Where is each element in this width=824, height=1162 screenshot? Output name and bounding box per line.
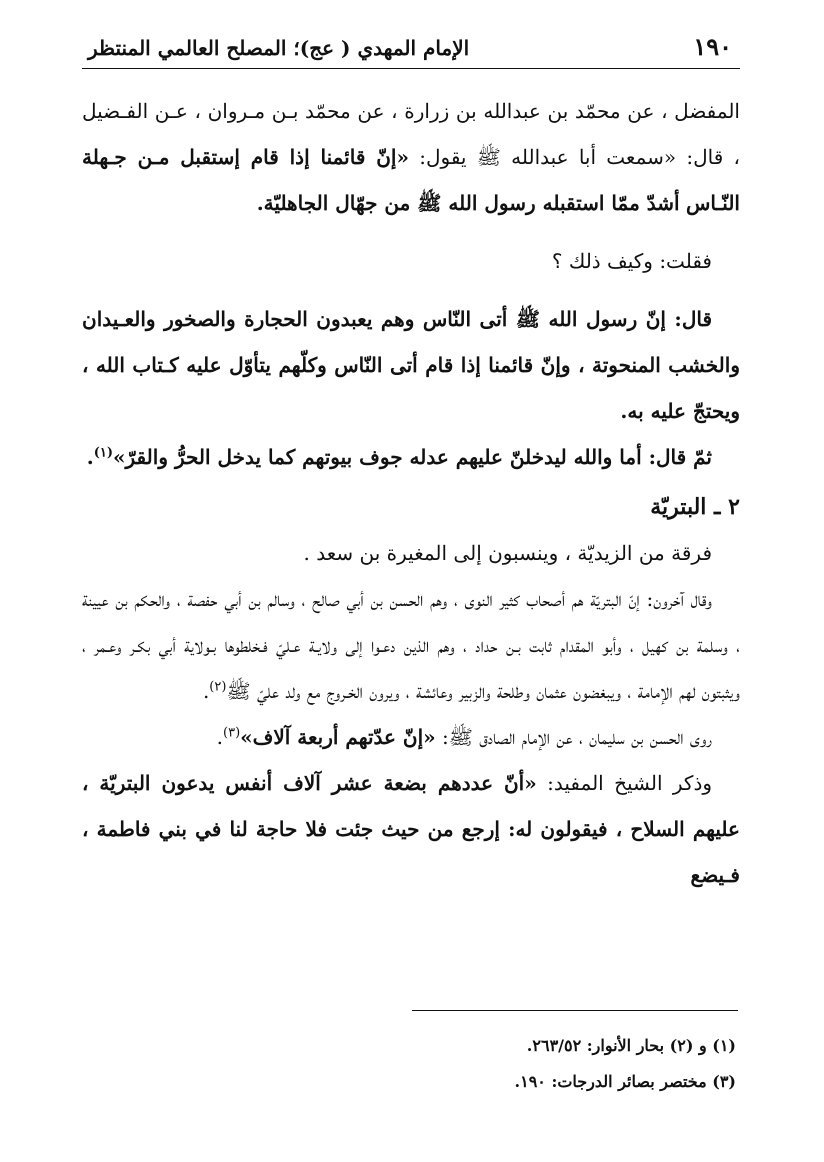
- oath-end: .: [86, 445, 94, 469]
- page-body: [82, 88, 740, 898]
- footnote-ref-3: (٣): [223, 725, 241, 741]
- spacer: [82, 284, 740, 296]
- paragraph-oath: [82, 434, 740, 480]
- narration-line-1: المفضل ، عن محمّد بن عبدالله بن زرارة ، عن محمّد بـن مـروان ، عـن الفـضيل ،: [82, 99, 740, 169]
- paragraph-definition: فرقة من الزيديّة ، وينسبون إلى المغيرة بن سعد .: [303, 541, 712, 565]
- narration-count-end: .: [216, 725, 223, 749]
- spacer: [82, 226, 740, 238]
- paragraph-narration-count: [82, 714, 740, 760]
- running-header-title: الإمام المهدي ( عج)؛ المصلح العالمي المنتظر: [88, 36, 470, 60]
- footnote-divider: [412, 1010, 738, 1011]
- oath-text: ثمّ قال: أما والله ليدخلنّ عليهم عدله جوف بيوتهم كما يدخل الحرُّ والقرّ»: [113, 445, 712, 469]
- narration-line-2-plain: قال: «سمعت أبا عبدالله ﷺ يقول:: [408, 145, 724, 169]
- section-heading: ٢ ـ البتريّة: [650, 494, 740, 520]
- running-header: [82, 28, 740, 69]
- footnote-ref-1: (١): [93, 445, 114, 461]
- page-number: ١٩٠: [693, 32, 732, 61]
- narration-count-quote: «إنّ عدّتهم أربعة آلاف»: [240, 725, 436, 749]
- footnote-2: (٣) مختصر بصائر الدرجات: ١٩٠.: [514, 1072, 736, 1091]
- footnote-ref-2: (٢): [209, 679, 227, 695]
- footnote-1: (١) و (٢) بحار الأنوار: ٢٦٣/٥٢.: [526, 1036, 736, 1055]
- paragraph-others-said: [82, 576, 740, 714]
- paragraph-question: فقلت: وكيف ذلك ؟: [551, 249, 712, 273]
- paragraph-mufid: [82, 760, 740, 898]
- mufid-quote: «أنّ عددهم بضعة عشر آلاف أنفس يدعون البتريّة ، عليهم السلاح ، فيقولون له: إرجع من حيث جئت فلا حاجة لنا في بني فاطمة ، فـيضع: [82, 771, 740, 887]
- paragraph-narration-chain: [82, 88, 740, 226]
- others-said-end: .: [202, 679, 210, 703]
- footnotes: [82, 1028, 740, 1100]
- narration-count-plain: روى الحسن بن سليمان ، عن الإمام الصادق ﷺ:: [435, 725, 712, 749]
- narration-line-2-quote: «إنّ قائمنا إذا قام إستقبل مـن جـهلة النّـاس: [82, 145, 740, 215]
- narration-line-3-quote: أشدّ ممّا استقبله رسول الله ﷺ من جهّال الجاهليّة.: [256, 191, 680, 215]
- mufid-plain: وذكر الشيخ المفيد:: [536, 771, 713, 795]
- others-said-text: وقال آخرون: إنّ البتريّة هم أصحاب كثير النوى ، وهم الحسن بن أبي صالح ، وسالم بن أبي حفصة ، والحكم بن عيينة ، وسلمة بن كهيل ، وأبو المقدام ثابت بـن حداد ، وهم الذين دعـوا إلى ولايـة عـليّ فـخلطوها بـولاية أبي بكـر وعـمر ، ويثبتون لهم الإمامة ، ويبغضون عثمان وطلحة والزبير وعائشة ، ويرون الخـروج مع ولد عليّ ﷺ: [82, 587, 740, 703]
- paragraph-answer: قال: إنّ رسول الله ﷺ أتى النّاس وهم يعبدون الحجارة والصخور والعـيدان والخشب المنحوتة ، وإنّ قائمنا إذا قام أتى النّاس وكلّهم يتأوّل عليه كـتاب الله ، ويحتجّ عليه به.: [82, 307, 740, 423]
